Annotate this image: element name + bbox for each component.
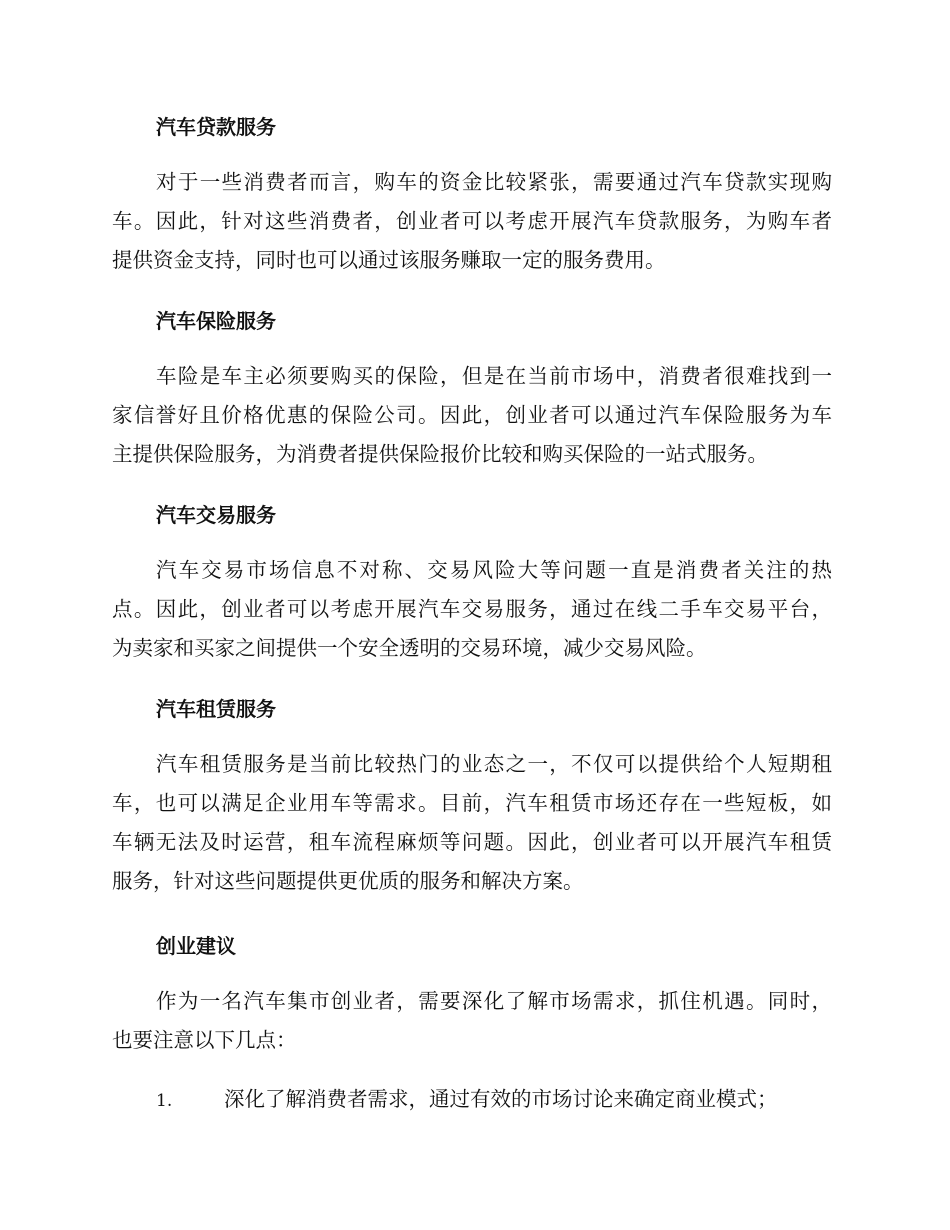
paragraph-line: 提供资金支持，同时也可以通过该服务赚取一定的服务费用。 bbox=[112, 248, 666, 272]
paragraph-line: 家信誉好且价格优惠的保险公司。因此，创业者可以通过汽车保险服务为车 bbox=[112, 403, 832, 427]
section-paragraph-insurance bbox=[112, 357, 832, 474]
paragraph-line: 作为一名汽车集市创业者，需要深化了解市场需求，抓住机遇。同时， bbox=[156, 989, 832, 1013]
paragraph-line: 也要注意以下几点： bbox=[112, 1028, 297, 1052]
paragraph-line: 点。因此，创业者可以考虑开展汽车交易服务，通过在线二手车交易平台， bbox=[112, 597, 832, 621]
section-heading-trading: 汽车交易服务 bbox=[156, 503, 276, 527]
paragraph-line: 汽车交易市场信息不对称、交易风险大等问题一直是消费者关注的热 bbox=[156, 558, 832, 582]
section-paragraph-rental bbox=[112, 745, 832, 901]
paragraph-line: 车。因此，针对这些消费者，创业者可以考虑开展汽车贷款服务，为购车者 bbox=[112, 209, 832, 233]
section-paragraph-loan bbox=[112, 163, 832, 280]
list-item bbox=[156, 1080, 778, 1121]
paragraph-line: 车辆无法及时运营，租车流程麻烦等问题。因此，创业者可以开展汽车租赁 bbox=[112, 830, 832, 854]
paragraph-line: 对于一些消费者而言，购车的资金比较紧张，需要通过汽车贷款实现购 bbox=[156, 170, 832, 194]
paragraph-line: 车险是车主必须要购买的保险，但是在当前市场中，消费者很难找到一 bbox=[156, 364, 832, 388]
paragraph-line: 汽车租赁服务是当前比较热门的业态之一，不仅可以提供给个人短期租 bbox=[156, 752, 832, 776]
paragraph-line: 主提供保险服务，为消费者提供保险报价比较和购买保险的一站式服务。 bbox=[112, 442, 768, 466]
list-marker: 1. bbox=[156, 1091, 173, 1111]
section-paragraph-advice bbox=[112, 982, 832, 1060]
section-heading-loan: 汽车贷款服务 bbox=[156, 115, 276, 139]
paragraph-line: 服务，针对这些问题提供更优质的服务和解决方案。 bbox=[112, 869, 584, 893]
section-heading-insurance: 汽车保险服务 bbox=[156, 309, 276, 333]
section-heading-rental: 汽车租赁服务 bbox=[156, 697, 276, 721]
section-paragraph-trading bbox=[112, 551, 832, 668]
section-heading-advice: 创业建议 bbox=[156, 934, 236, 958]
paragraph-line: 为卖家和买家之间提供一个安全透明的交易环境，减少交易风险。 bbox=[112, 636, 707, 660]
paragraph-line: 车，也可以满足企业用车等需求。目前，汽车租赁市场还存在一些短板，如 bbox=[112, 791, 832, 815]
list-item-text: 深化了解消费者需求，通过有效的市场讨论来确定商业模式； bbox=[224, 1087, 778, 1111]
